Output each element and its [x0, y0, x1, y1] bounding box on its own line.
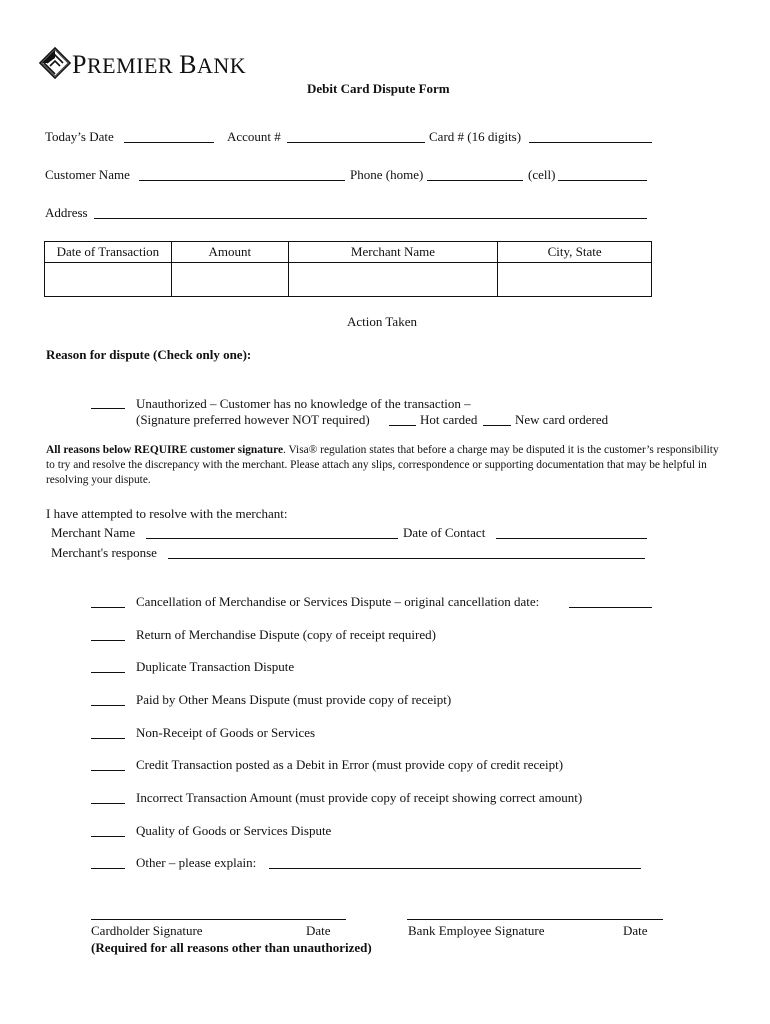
- action-taken-label: Action Taken: [347, 314, 417, 329]
- reason-checkbox[interactable]: [91, 803, 125, 804]
- reason-label: Return of Merchandise Dispute (copy of receipt required): [136, 627, 436, 642]
- bank-employee-date-label: Date: [623, 923, 648, 938]
- reason-label: Paid by Other Means Dispute (must provide copy of receipt): [136, 692, 452, 707]
- account-field[interactable]: [287, 142, 425, 143]
- city-state-cell[interactable]: [498, 263, 652, 297]
- date-of-contact-label: Date of Contact: [403, 525, 486, 540]
- bank-name: PREMIER BANK: [72, 50, 247, 79]
- bank-employee-signature-label: Bank Employee Signature: [408, 923, 545, 938]
- transaction-table: [44, 241, 652, 297]
- other-explain-field[interactable]: [269, 868, 641, 869]
- reason-heading: Reason for dispute (Check only one):: [46, 347, 252, 362]
- hot-carded-label: Hot carded: [420, 412, 478, 427]
- account-label: Account #: [227, 129, 281, 144]
- cardholder-signature-field[interactable]: [91, 919, 346, 920]
- premier-bank-logo-icon: [38, 46, 72, 80]
- reason-checkbox[interactable]: [91, 738, 125, 739]
- cancellation-date-field[interactable]: [569, 607, 652, 608]
- reason-label: Non-Receipt of Goods or Services: [136, 725, 316, 740]
- merchant-response-label: Merchant's response: [51, 545, 157, 560]
- reason-label: Other – please explain:: [136, 855, 257, 870]
- signature-notice: [46, 443, 726, 488]
- transaction-date-cell[interactable]: [45, 263, 172, 297]
- cell-field[interactable]: [558, 180, 647, 181]
- phone-home-label: Phone (home): [350, 167, 424, 182]
- card-field[interactable]: [529, 142, 652, 143]
- table-row: [45, 263, 652, 297]
- hot-carded-checkbox[interactable]: [389, 425, 416, 426]
- customer-name-label: Customer Name: [45, 167, 130, 182]
- table-header-cell: Merchant Name: [288, 242, 498, 263]
- cardholder-date-label: Date: [306, 923, 331, 938]
- form-title: Debit Card Dispute Form: [307, 81, 450, 96]
- bank-employee-signature-field[interactable]: [407, 919, 663, 920]
- address-field[interactable]: [94, 218, 647, 219]
- unauthorized-checkbox[interactable]: [91, 408, 125, 409]
- merchant-name-field[interactable]: [146, 538, 398, 539]
- merchant-name-cell[interactable]: [288, 263, 498, 297]
- table-header-cell: Date of Transaction: [45, 242, 172, 263]
- customer-name-field[interactable]: [139, 180, 345, 181]
- table-header-cell: City, State: [498, 242, 652, 263]
- new-card-checkbox[interactable]: [483, 425, 511, 426]
- notice-rest: . Visa® regulation states that before a charge may be disputed it is the customer’s responsibility to try and resolve the discrepancy with the merchant. Please attach any slips, correspondence or supporting documentation that may be helpful in resolving your dispute.: [46, 444, 719, 486]
- reason-checkbox[interactable]: [91, 836, 125, 837]
- reason-label: Duplicate Transaction Dispute: [136, 659, 295, 674]
- required-note: (Required for all reasons other than unauthorized): [91, 940, 372, 955]
- card-label: Card # (16 digits): [429, 129, 522, 144]
- reason-checkbox[interactable]: [91, 705, 125, 706]
- todays-date-field[interactable]: [124, 142, 214, 143]
- unauthorized-line1: Unauthorized – Customer has no knowledge of the transaction –: [136, 396, 471, 411]
- unauthorized-line2: (Signature preferred however NOT required): [136, 412, 370, 427]
- amount-cell[interactable]: [171, 263, 288, 297]
- reason-checkbox[interactable]: [91, 868, 125, 869]
- reason-label: Quality of Goods or Services Dispute: [136, 823, 332, 838]
- todays-date-label: Today’s Date: [45, 129, 114, 144]
- reason-checkbox[interactable]: [91, 770, 125, 771]
- table-header-row: [45, 242, 652, 263]
- date-of-contact-field[interactable]: [496, 538, 647, 539]
- merchant-name-label: Merchant Name: [51, 525, 136, 540]
- reason-checkbox[interactable]: [91, 640, 125, 641]
- reason-checkbox[interactable]: [91, 672, 125, 673]
- notice-bold: All reasons below REQUIRE customer signature: [46, 444, 283, 456]
- phone-home-field[interactable]: [427, 180, 523, 181]
- table-header-cell: Amount: [171, 242, 288, 263]
- cardholder-signature-label: Cardholder Signature: [91, 923, 203, 938]
- reason-checkbox[interactable]: [91, 607, 125, 608]
- address-label: Address: [45, 205, 88, 220]
- cell-label: (cell): [528, 167, 556, 182]
- merchant-response-field[interactable]: [168, 558, 645, 559]
- merchant-resolve-intro: I have attempted to resolve with the merchant:: [46, 506, 288, 521]
- new-card-label: New card ordered: [515, 412, 609, 427]
- reason-label: Cancellation of Merchandise or Services Dispute – original cancellation date:: [136, 594, 540, 609]
- reason-label: Incorrect Transaction Amount (must provide copy of receipt showing correct amount): [136, 790, 583, 805]
- reason-label: Credit Transaction posted as a Debit in Error (must provide copy of credit receipt): [136, 757, 564, 772]
